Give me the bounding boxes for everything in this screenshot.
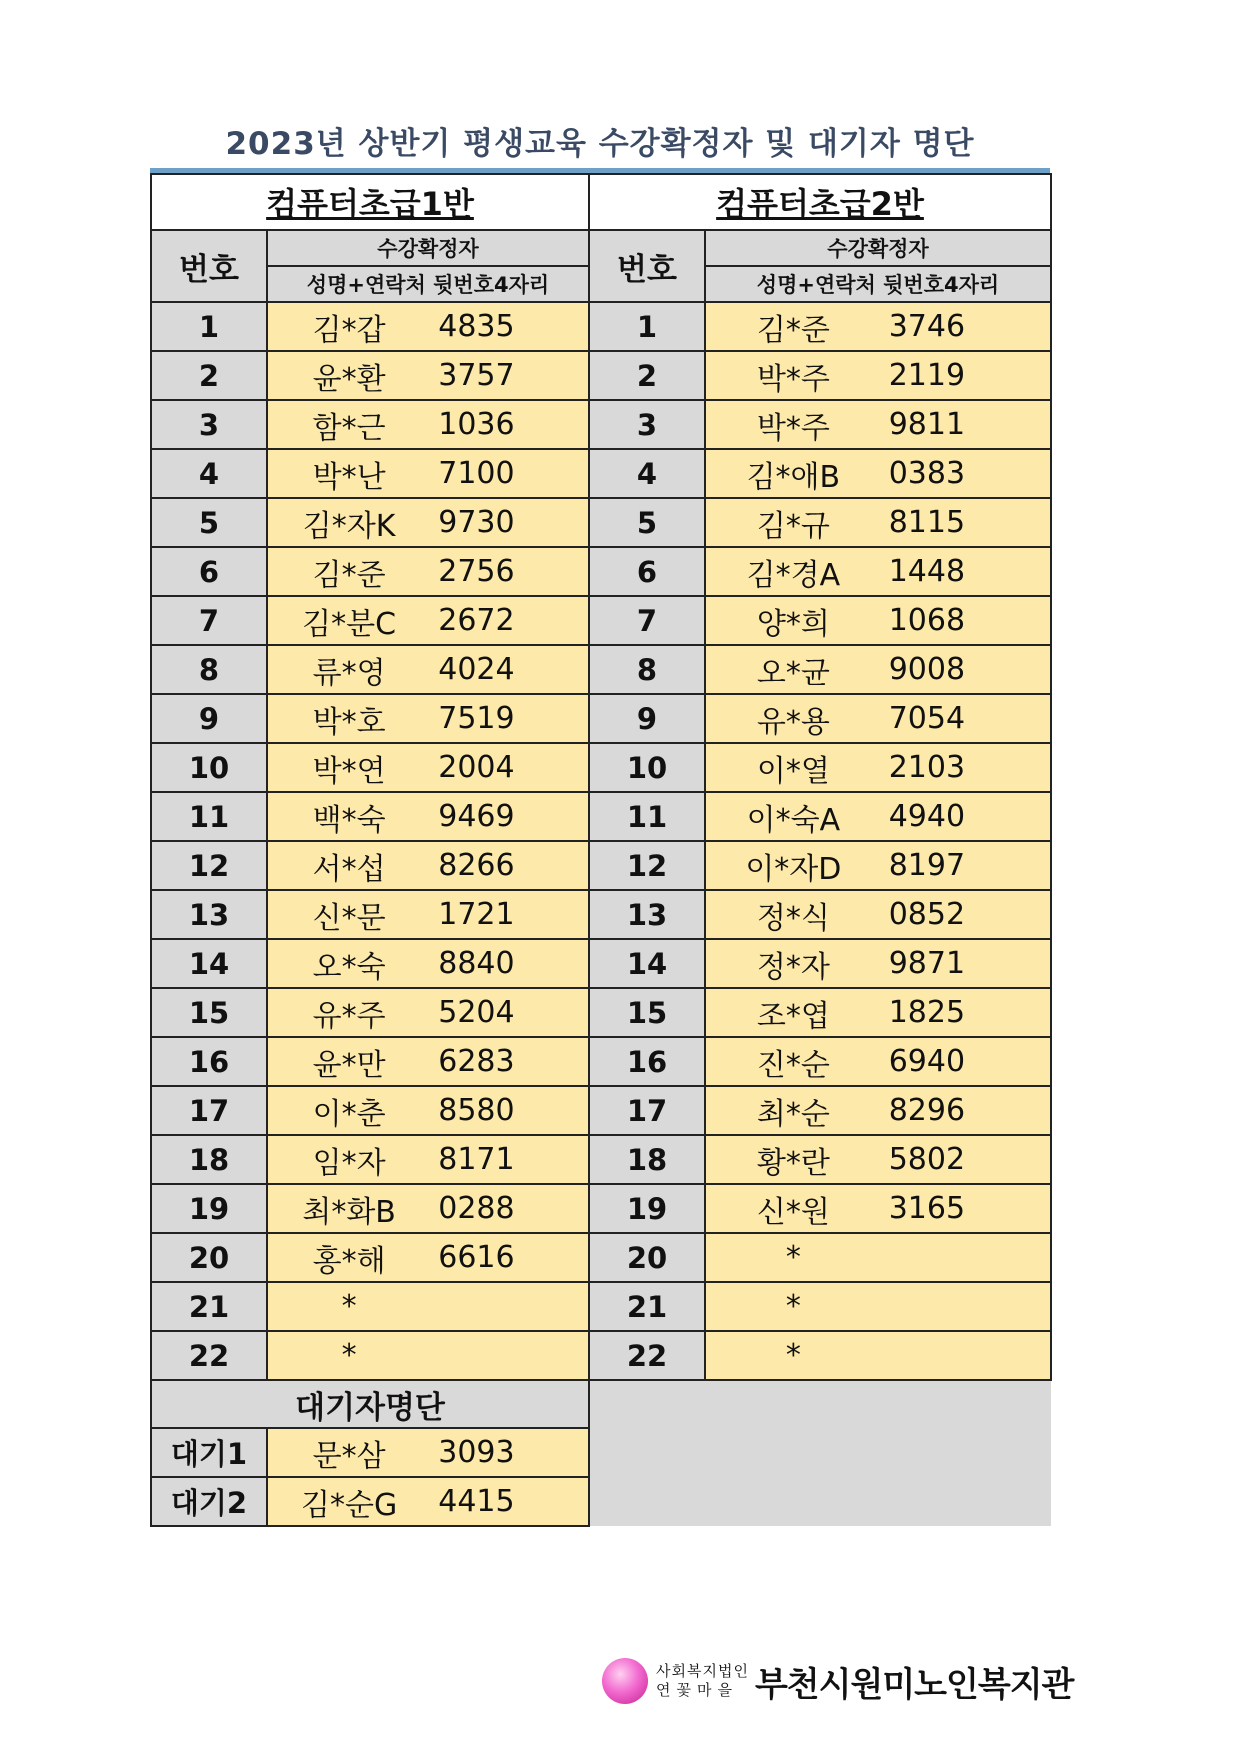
- student-name: 박*호: [312, 704, 386, 740]
- student-name: 조*엽: [756, 998, 830, 1034]
- row-number: 10: [151, 743, 267, 792]
- waitlist-label: 대기1: [151, 1428, 267, 1477]
- row-number: 11: [589, 792, 705, 841]
- table-row: [151, 890, 1051, 939]
- org-logo: [602, 1655, 1073, 1707]
- row-number: 2: [589, 351, 705, 400]
- entry-cell: [705, 890, 1051, 939]
- row-number: 8: [151, 645, 267, 694]
- phone-last4: 5802: [888, 1142, 966, 1177]
- student-name: 신*원: [756, 1194, 830, 1230]
- class1-num-header: 번호: [151, 230, 267, 302]
- entry-cell: [705, 1282, 1051, 1331]
- student-name: 유*용: [756, 704, 830, 740]
- entry-cell: [267, 792, 589, 841]
- phone-last4: 8580: [438, 1093, 515, 1128]
- phone-last4: 3165: [888, 1191, 966, 1226]
- table-row: [151, 1233, 1051, 1282]
- entry-cell: [705, 351, 1051, 400]
- row-number: 15: [151, 988, 267, 1037]
- entry-cell: [267, 351, 589, 400]
- phone-last4: 8197: [888, 848, 966, 883]
- entry-cell: [267, 596, 589, 645]
- student-name: 이*춘: [312, 1096, 386, 1132]
- phone-last4: 6616: [438, 1240, 515, 1275]
- entry-cell: [705, 596, 1051, 645]
- entry-cell: [267, 890, 589, 939]
- phone-last4: 4415: [438, 1484, 515, 1519]
- student-name: *: [785, 1289, 801, 1324]
- row-number: 6: [589, 547, 705, 596]
- phone-last4: 4940: [888, 799, 966, 834]
- entry-cell: [267, 547, 589, 596]
- row-number: 14: [589, 939, 705, 988]
- phone-last4: 0852: [888, 897, 966, 932]
- student-name: 임*자: [312, 1145, 386, 1181]
- table-row: [151, 939, 1051, 988]
- student-name: 김*자K: [302, 508, 396, 544]
- row-number: 21: [589, 1282, 705, 1331]
- entry-cell: [705, 547, 1051, 596]
- row-number: 17: [151, 1086, 267, 1135]
- row-number: 3: [151, 400, 267, 449]
- entry-cell: [705, 841, 1051, 890]
- row-number: 5: [151, 498, 267, 547]
- row-number: 2: [151, 351, 267, 400]
- table-row: [151, 645, 1051, 694]
- phone-last4: 8171: [438, 1142, 515, 1177]
- class1-sub-header: 성명+연락처 뒷번호4자리: [267, 266, 589, 302]
- waitlist-title: 대기자명단: [151, 1380, 589, 1428]
- phone-last4: 8840: [438, 946, 515, 981]
- row-number: 22: [589, 1331, 705, 1380]
- class2-num-header: 번호: [589, 230, 705, 302]
- row-number: 12: [151, 841, 267, 890]
- entry-cell: [705, 694, 1051, 743]
- row-number: 13: [589, 890, 705, 939]
- phone-last4: 6283: [438, 1044, 515, 1079]
- student-name: 윤*만: [312, 1047, 386, 1083]
- student-name: 김*갑: [312, 312, 386, 348]
- phone-last4: 3746: [888, 309, 966, 344]
- row-number: 18: [589, 1135, 705, 1184]
- entry-cell: [267, 1184, 589, 1233]
- entry-cell: [267, 743, 589, 792]
- table-row: [151, 841, 1051, 890]
- table-row: [151, 498, 1051, 547]
- entry-cell: [267, 1282, 589, 1331]
- student-name: 김*규: [756, 508, 830, 544]
- class1-title: 컴퓨터초급1반: [151, 174, 589, 230]
- entry-cell: [705, 1184, 1051, 1233]
- entry-cell: [705, 743, 1051, 792]
- row-number: 16: [589, 1037, 705, 1086]
- table-row: [151, 302, 1051, 351]
- entry-cell: [705, 1135, 1051, 1184]
- table-row: [151, 1331, 1051, 1380]
- student-name: 박*난: [312, 459, 386, 495]
- row-number: 19: [589, 1184, 705, 1233]
- page-title: 2023년 상반기 평생교육 수강확정자 및 대기자 명단: [225, 126, 975, 162]
- table-row: [151, 1135, 1051, 1184]
- entry-cell: [267, 1233, 589, 1282]
- row-number: 16: [151, 1037, 267, 1086]
- phone-last4: 1036: [438, 407, 515, 442]
- row-number: 4: [589, 449, 705, 498]
- row-number: 7: [589, 596, 705, 645]
- row-number: 11: [151, 792, 267, 841]
- entry-cell: [267, 645, 589, 694]
- entry-cell: [267, 498, 589, 547]
- table-row: [151, 351, 1051, 400]
- student-name: 오*숙: [312, 949, 386, 985]
- entry-cell: [267, 939, 589, 988]
- row-number: 9: [589, 694, 705, 743]
- student-name: 백*숙: [312, 802, 386, 838]
- entry-cell: [705, 1037, 1051, 1086]
- empty-gray-area: [589, 1380, 1051, 1526]
- phone-last4: 9871: [888, 946, 966, 981]
- student-name: 류*영: [312, 655, 386, 691]
- entry-cell: [267, 1331, 589, 1380]
- entry-cell: [267, 1086, 589, 1135]
- entry-cell: [267, 302, 589, 351]
- student-name: 김*순G: [301, 1487, 398, 1523]
- entry-cell: [267, 841, 589, 890]
- class1-confirmed-header: 수강확정자: [267, 230, 589, 266]
- row-number: 19: [151, 1184, 267, 1233]
- student-name: 황*란: [756, 1145, 830, 1181]
- entry-cell: [705, 1086, 1051, 1135]
- phone-last4: 3757: [438, 358, 515, 393]
- student-name: 신*문: [312, 900, 386, 936]
- phone-last4: 2103: [888, 750, 966, 785]
- table-row: [151, 743, 1051, 792]
- entry-cell: [267, 449, 589, 498]
- row-number: 20: [151, 1233, 267, 1282]
- student-name: 함*근: [312, 410, 386, 446]
- class2-sub-header: 성명+연락처 뒷번호4자리: [705, 266, 1051, 302]
- phone-last4: 1068: [888, 603, 966, 638]
- student-name: 윤*환: [312, 361, 386, 397]
- student-name: 이*숙A: [746, 802, 841, 838]
- phone-last4: 8296: [888, 1093, 966, 1128]
- phone-last4: 4024: [438, 652, 515, 687]
- phone-last4: 1721: [438, 897, 515, 932]
- student-name: 홍*해: [312, 1243, 386, 1279]
- waitlist-label: 대기2: [151, 1477, 267, 1526]
- entry-cell: [705, 792, 1051, 841]
- row-number: 8: [589, 645, 705, 694]
- phone-last4: 5204: [438, 995, 515, 1030]
- row-number: 21: [151, 1282, 267, 1331]
- entry-cell: [705, 645, 1051, 694]
- entry-cell: [705, 449, 1051, 498]
- org-name: 부천시원미노인복지관: [754, 1664, 1074, 1705]
- entry-cell: [267, 1037, 589, 1086]
- student-name: 오*균: [756, 655, 830, 691]
- student-name: 양*희: [756, 606, 830, 642]
- student-name: 김*분C: [302, 606, 397, 642]
- student-name: 최*화B: [302, 1194, 396, 1230]
- student-name: 문*삼: [312, 1438, 386, 1474]
- student-name: 이*자D: [745, 851, 842, 887]
- row-number: 3: [589, 400, 705, 449]
- row-number: 15: [589, 988, 705, 1037]
- entry-cell: [705, 1233, 1051, 1282]
- phone-last4: 6940: [888, 1044, 966, 1079]
- student-name: 이*열: [756, 753, 830, 789]
- student-name: 정*자: [756, 949, 830, 985]
- student-name: 진*순: [756, 1047, 830, 1083]
- org-small-line2: 연꽃마을: [656, 1681, 738, 1699]
- table-row: [151, 596, 1051, 645]
- row-number: 12: [589, 841, 705, 890]
- row-number: 4: [151, 449, 267, 498]
- class2-confirmed-header: 수강확정자: [705, 230, 1051, 266]
- student-name: 박*주: [756, 410, 830, 446]
- table-row: [151, 1086, 1051, 1135]
- entry-cell: [705, 1331, 1051, 1380]
- phone-last4: 9469: [438, 799, 515, 834]
- entry-cell: [267, 988, 589, 1037]
- entry-cell: [705, 400, 1051, 449]
- student-name: 정*식: [756, 900, 830, 936]
- table-row: [151, 400, 1051, 449]
- roster-table: [150, 173, 1052, 1527]
- entry-cell: [267, 1135, 589, 1184]
- entry-cell: [705, 939, 1051, 988]
- phone-last4: 2672: [438, 603, 515, 638]
- phone-last4: 1825: [888, 995, 966, 1030]
- row-number: 20: [589, 1233, 705, 1282]
- phone-last4: 2119: [888, 358, 966, 393]
- row-number: 1: [589, 302, 705, 351]
- phone-last4: 1448: [888, 554, 966, 589]
- phone-last4: 0383: [888, 456, 966, 491]
- waitlist-header-row: [151, 1380, 1051, 1428]
- student-name: *: [341, 1338, 357, 1373]
- entry-cell: [705, 498, 1051, 547]
- org-small-line1: 사회복지법인: [656, 1662, 749, 1680]
- table-row: [151, 694, 1051, 743]
- row-number: 13: [151, 890, 267, 939]
- entry-cell: [705, 302, 1051, 351]
- phone-last4: 4835: [438, 309, 515, 344]
- row-number: 6: [151, 547, 267, 596]
- phone-last4: 9008: [888, 652, 966, 687]
- row-number: 5: [589, 498, 705, 547]
- lotus-logo-icon: [602, 1658, 648, 1704]
- table-row: [151, 988, 1051, 1037]
- entry-cell: [267, 1428, 589, 1477]
- phone-last4: 8115: [888, 505, 966, 540]
- student-name: *: [341, 1289, 357, 1324]
- table-row: [151, 792, 1051, 841]
- table-row: [151, 547, 1051, 596]
- entry-cell: [705, 988, 1051, 1037]
- phone-last4: 8266: [438, 848, 515, 883]
- phone-last4: 3093: [438, 1435, 515, 1470]
- table-row: [151, 1184, 1051, 1233]
- phone-last4: 0288: [438, 1191, 515, 1226]
- student-name: 서*섭: [312, 851, 386, 887]
- phone-last4: 2756: [438, 554, 515, 589]
- student-name: *: [785, 1338, 801, 1373]
- row-number: 18: [151, 1135, 267, 1184]
- phone-last4: 7054: [888, 701, 966, 736]
- row-number: 22: [151, 1331, 267, 1380]
- row-number: 14: [151, 939, 267, 988]
- student-name: 김*준: [756, 312, 830, 348]
- phone-last4: 2004: [438, 750, 515, 785]
- table-row: [151, 1037, 1051, 1086]
- student-name: 김*준: [312, 557, 386, 593]
- phone-last4: 7519: [438, 701, 515, 736]
- table-row: [151, 1282, 1051, 1331]
- row-number: 1: [151, 302, 267, 351]
- phone-last4: 9811: [888, 407, 966, 442]
- entry-cell: [267, 400, 589, 449]
- student-name: 김*애B: [746, 459, 841, 495]
- entry-cell: [267, 694, 589, 743]
- row-number: 17: [589, 1086, 705, 1135]
- student-name: 최*순: [756, 1096, 830, 1132]
- phone-last4: 9730: [438, 505, 515, 540]
- row-number: 7: [151, 596, 267, 645]
- student-name: 유*주: [312, 998, 386, 1034]
- phone-last4: 7100: [438, 456, 515, 491]
- student-name: 박*연: [312, 753, 386, 789]
- row-number: 10: [589, 743, 705, 792]
- table-row: [151, 449, 1051, 498]
- student-name: *: [785, 1240, 801, 1275]
- student-name: 박*주: [756, 361, 830, 397]
- class2-title: 컴퓨터초급2반: [589, 174, 1051, 230]
- entry-cell: [267, 1477, 589, 1526]
- student-name: 김*경A: [746, 557, 841, 593]
- row-number: 9: [151, 694, 267, 743]
